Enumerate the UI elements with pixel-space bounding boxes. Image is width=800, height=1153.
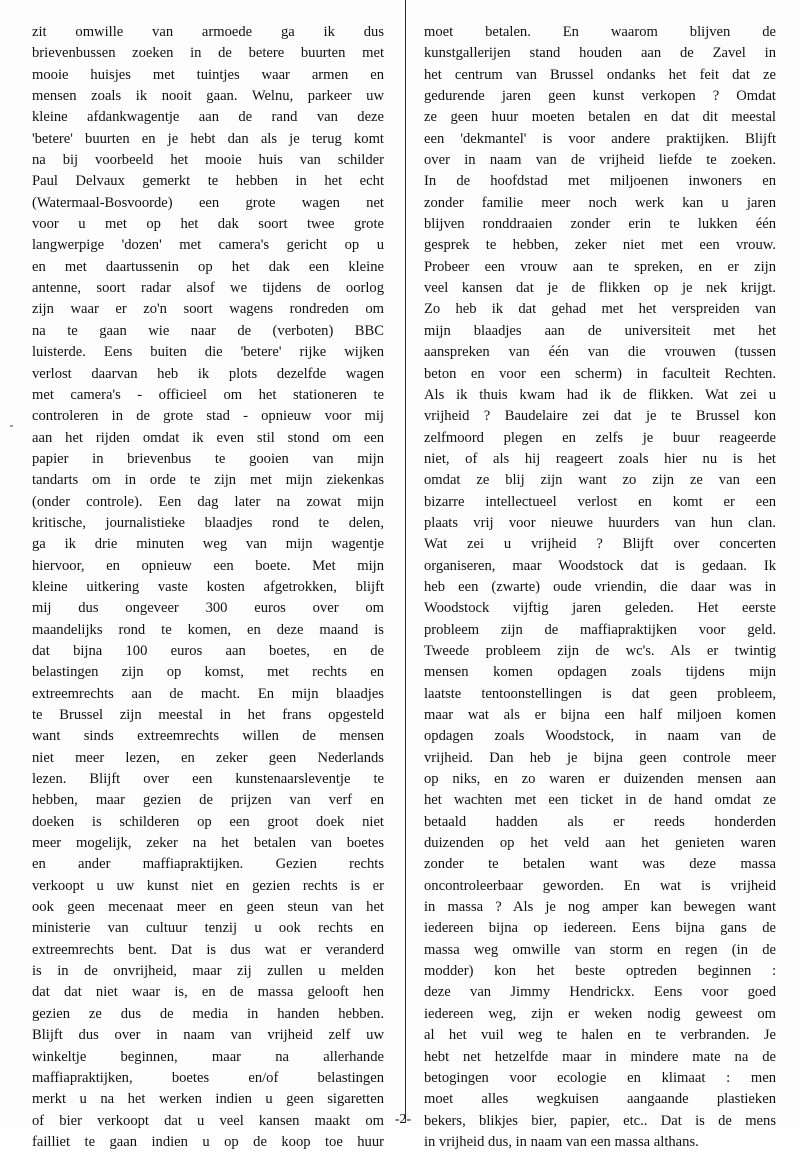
text-line: massa weg omwille van storm en regen (in de [424, 941, 776, 958]
text-line: hebben, maar gezien de prijzen van verf en [32, 792, 384, 809]
text-line: vrijheid ? Baudelaire zei dat je te Brussel kon [424, 408, 776, 425]
text-line: meer mogelijk, zeker na het betalen van boetes [32, 835, 384, 852]
text-line: over in naam van de vrijheid liefde te zoeken. [424, 152, 776, 169]
text-line: probleem zijn de maffiapraktijken voor geld. [424, 621, 776, 638]
text-line: organiseren, maar Woodstock dat is gedaan. Ik [424, 557, 776, 574]
text-line: ze geen huur moeten betalen en dat dit meestal [424, 109, 776, 126]
text-line: opdagen zoals Woodstock, in naam van de [424, 728, 776, 745]
text-line: gesprek te hebben, zeker niet met een vrouw. [424, 237, 776, 254]
text-line: langwerpige 'dozen' met camera's gericht op u [32, 237, 384, 254]
text-line: Paul Delvaux gemerkt te hebben in het echt [32, 173, 384, 190]
text-line: mooie huisjes met tuintjes waar armen en [32, 66, 384, 83]
text-line: maar wat als er bijna een half miljoen komen [424, 707, 776, 723]
text-line: winkeltje beginnen, maar na allerhande [32, 1048, 384, 1065]
text-line: gedurende jaren geen kunst verkopen ? Omdat [424, 88, 776, 105]
text-line: verkoopt u uw kunst niet en gezien rechts is er [32, 877, 384, 894]
left-text-column [32, 22, 384, 1150]
text-line: hiervoor, en opnieuw een boete. Met mijn [32, 557, 384, 574]
text-line: 'betere' buurten en je hebt dan als je terug komt [32, 130, 384, 147]
text-line: extreemrechts aan de macht. En mijn blaadjes [32, 685, 384, 702]
text-line: zelfmoord plegen en zelfs je buur reageerde [424, 429, 776, 446]
text-line: dat dat niet waar is, en de massa gelooft hen [32, 984, 384, 1001]
scan-speck [10, 425, 13, 427]
text-line: In de hoofdstad met miljoenen inwoners en [424, 173, 776, 190]
text-line: mijn blaadjes aan de universiteit met het [424, 322, 776, 339]
page-number: -2- [394, 1112, 412, 1127]
text-line: Wat zei u vrijheid ? Blijft over concerten [424, 536, 776, 553]
text-line: Als ik thuis kwam had ik de flikken. Wat zei u [424, 386, 776, 403]
column-divider [405, 0, 406, 1122]
text-line: mij dus ongeveer 300 euros over om [32, 600, 384, 617]
text-line: in vrijheid dus, in naam van een massa althans. [424, 1133, 699, 1150]
text-line: zonder familie meer noch werk kan u jaren [424, 194, 776, 211]
text-line: verlost daarvan heb ik plots dezelfde wagen [32, 365, 384, 382]
text-line: failliet te gaan indien u op de koop toe huur [32, 1133, 384, 1150]
right-text-column [424, 22, 776, 1150]
text-line: deze van Jimmy Hendrickx. Eens voor goed [424, 984, 776, 1001]
text-line: kunstgallerijen stand houden aan de Zavel in [424, 45, 776, 62]
text-line: aanspreken van één van die vrouwen (tussen [424, 344, 776, 361]
text-line: ook geen mecenaat meer en geen steun van het [32, 899, 384, 916]
text-line: heb een (zwarte) oude vriendin, die daar was in [424, 578, 776, 595]
text-line: Zo heb ik dat gehad met het verspreiden van [424, 301, 776, 318]
text-line: of bier verkoopt dat u veel kansen maakt om [32, 1112, 384, 1129]
text-line: dat bijna 100 euros aan boetes, en de [32, 642, 384, 659]
text-line: duizenden op het veld aan het genieten waren [424, 835, 776, 852]
text-line: op niks, en zo waren er duizenden mensen aan [424, 771, 776, 788]
text-line: veel kansen dat je de flikken op je nek krijgt. [424, 280, 776, 297]
text-line: voor u met op het dak soort twee grote [32, 216, 384, 233]
text-line: zonder te betalen want was deze massa [424, 856, 776, 873]
text-line: te Brussel zijn meestal in het frans opgesteld [32, 707, 384, 723]
text-line: (Watermaal-Bosvoorde) een grote wagen net [32, 194, 384, 211]
text-line: hebt net hetzelfde maar in mindere mate na de [424, 1048, 776, 1065]
text-line: moet betalen. En waarom blijven de [424, 24, 776, 40]
text-line: merkt u na het werken indien u geen sigaretten [32, 1091, 384, 1108]
text-line: gezien ze dus de media in handen hebben. [32, 1005, 384, 1022]
text-line: bizarre intellectueel verlost en komt er een [424, 493, 776, 510]
text-line: papier in brievenbus te gooien van mijn [32, 450, 384, 467]
text-line: Probeer een vrouw aan te spreken, en er zijn [424, 258, 776, 275]
text-line: en ander maffiapraktijken. Gezien rechts [32, 856, 384, 873]
text-line: aan het rijden omdat ik even stil stond om een [32, 429, 384, 446]
text-line: moet alles wegkuisen aangaande plastieken [424, 1091, 776, 1108]
text-line: (onder controle). Een dag later na zowat mijn [32, 493, 384, 510]
text-line: al het vuil weg te halen en te verbranden. Je [424, 1027, 776, 1044]
text-line: is in de onvrijheid, maar zij zullen u melden [32, 963, 384, 980]
text-line: luisterde. Eens buiten die 'betere' rijke wijken [32, 344, 384, 361]
text-line: omdat ze blij zijn want zo zijn ze van een [424, 472, 776, 489]
text-line: blijven ronddraaien zonder erin te lukken één [424, 216, 776, 233]
text-line: vrijheid. Dan heb je bijna geen controle meer [424, 749, 776, 766]
text-line: zit omwille van armoede ga ik dus [32, 24, 384, 40]
text-line: mensen komen opdagen zoals tijdens mijn [424, 664, 776, 681]
text-line: doeken is schilderen op een groot doek niet [32, 813, 384, 830]
text-line: iedereen weg, zijn er weken nodig geweest om [424, 1005, 776, 1022]
text-line: antenne, soort radar alsof we tijdens de oorlog [32, 280, 384, 297]
text-line: mensen zoals ik nooit gaan. Welnu, parkeer uw [32, 88, 384, 105]
text-line: oncontroleerbaar geworden. En wat is vrijheid [424, 877, 776, 894]
text-line: kritische, journalistieke blaadjes rond te delen, [32, 514, 384, 531]
text-line: kleine uitkering vaste kosten afgetrokken, blijft [32, 578, 384, 595]
text-line: met camera's - officieel om het stationeren te [32, 386, 384, 403]
text-line: modder) kon het beste optreden beginnen : [424, 963, 776, 980]
text-line: en met daartussenin op het dak een kleine [32, 258, 384, 275]
text-line: bekers, blikjes bier, papier, etc.. Dat is de mens [424, 1112, 776, 1129]
text-line: laatste tentoonstellingen is dat geen probleem, [424, 685, 776, 702]
text-line: Woodstock vijftig jaren geleden. Het eerste [424, 600, 776, 617]
text-line: na te gaan wie naar de (verboten) BBC [32, 322, 384, 339]
text-line: iedereen bijna op iedereen. Eens bijna gans de [424, 920, 776, 937]
text-line: in massa ? Als je nog amper kan bewegen want [424, 899, 776, 916]
text-line: maandelijks rond te komen, en deze maand is [32, 621, 384, 638]
text-line: ga ik drie minuten weg van mijn wagentje [32, 536, 384, 553]
text-line: lezen. Blijft over een kunstenaarsleventje te [32, 771, 384, 788]
text-line: Tweede probleem zijn de wc's. Als er twintig [424, 642, 776, 659]
text-line: ministerie van cultuur tenzij u ook rechts en [32, 920, 384, 937]
text-line: beton en voor een scherm) in faculteit Rechten. [424, 365, 776, 382]
text-line: kleine afdankwagentje aan de rand van deze [32, 109, 384, 126]
text-line: belastingen zijn op komst, met rechts en [32, 664, 384, 681]
text-line: maffiapraktijken, boetes en/of belastingen [32, 1069, 384, 1086]
text-line: plaats vrij voor nieuwe huurders van hun clan. [424, 514, 776, 531]
text-line: extreemrechts bent. Dat is dus wat er veranderd [32, 941, 384, 958]
text-line: niet, of als hij reageert zoals hier nu is het [424, 450, 776, 467]
text-line: controleren in de grote stad - opnieuw voor mij [32, 408, 384, 425]
text-line: een 'dekmantel' is voor andere praktijken. Blijft [424, 130, 776, 147]
text-line: betaald hadden als er reeds honderden [424, 813, 776, 830]
text-line: brievenbussen zoeken in de betere buurten met [32, 45, 384, 62]
text-line: na bij voorbeeld het mooie huis van schilder [32, 152, 384, 169]
text-line: niet meer lezen, en zeker geen Nederlands [32, 749, 384, 766]
text-line: betogingen voor ecologie en klimaat : men [424, 1069, 776, 1086]
text-line: zijn waar er zo'n soort wagens rondreden om [32, 301, 384, 318]
text-line: het wachten met een ticket in de hand omdat ze [424, 792, 776, 809]
text-line: tandarts om in orde te zijn met mijn ziekenkas [32, 472, 384, 489]
text-line: het centrum van Brussel ondanks het feit dat ze [424, 66, 776, 83]
text-line: want sinds extreemrechts willen de mensen [32, 728, 384, 745]
text-line: Blijft dus over in naam van vrijheid zelf uw [32, 1027, 384, 1044]
